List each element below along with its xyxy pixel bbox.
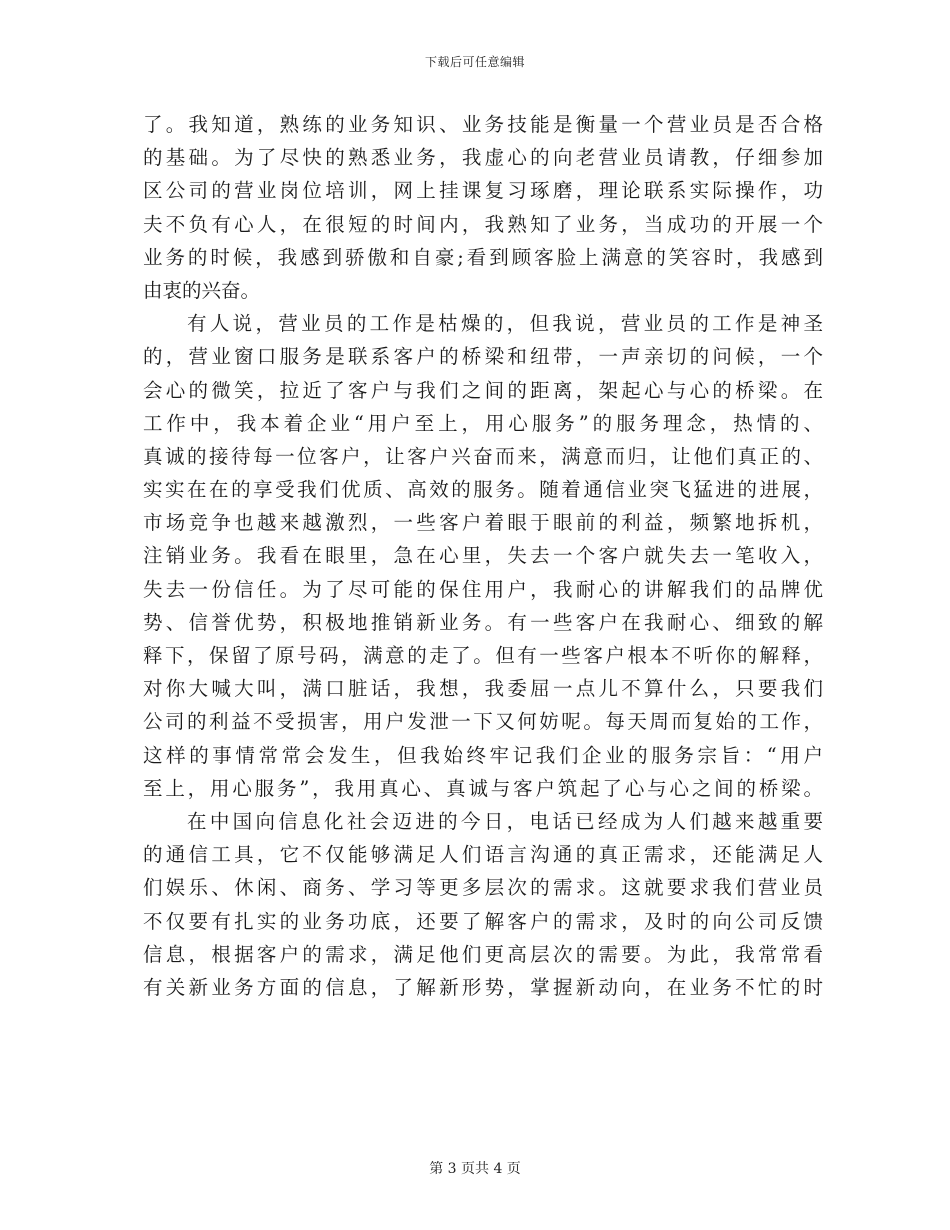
text-line: 信息，根据客户的需求，满足他们更高层次的需要。为此，我常常看 bbox=[143, 942, 823, 966]
text-line: 释下，保留了原号码，满意的走了。但有一些客户根本不听你的解释， bbox=[143, 644, 823, 667]
text-line: 业务的时候，我感到骄傲和自豪;看到顾客脸上满意的笑容时，我感到 bbox=[143, 245, 823, 269]
text-line: 在中国向信息化社会迈进的今日，电话已经成为人们越来越重要 bbox=[187, 809, 823, 833]
text-line: 势、信誉优势，积极地推销新业务。有一些客户在我耐心、细致的解 bbox=[143, 610, 823, 634]
text-line: 夫不负有心人，在很短的时间内，我熟知了业务，当成功的开展一个 bbox=[143, 212, 823, 236]
text-line: 至上，用心服务”，我用真心、真诚与客户筑起了心与心之间的桥梁。 bbox=[143, 776, 823, 800]
text-line: 失去一份信任。为了尽可能的保住用户，我耐心的讲解我们的品牌优 bbox=[143, 577, 823, 601]
text-line: 由衷的兴奋。 bbox=[143, 278, 261, 302]
text-line: 注销业务。我看在眼里，急在心里，失去一个客户就失去一笔收入， bbox=[143, 544, 823, 568]
text-line: 实实在在的享受我们优质、高效的服务。随着通信业突飞猛进的进展， bbox=[143, 478, 823, 502]
page-header: 下载后可任意编辑 bbox=[424, 55, 525, 69]
text-line: 了。我知道，熟练的业务知识、业务技能是衡量一个营业员是否合格 bbox=[143, 113, 823, 136]
text-line: 有人说，营业员的工作是枯燥的，但我说，营业员的工作是神圣 bbox=[187, 312, 823, 336]
body-text bbox=[143, 108, 823, 1004]
page-footer: 第 3 页共 4 页 bbox=[429, 1161, 521, 1177]
text-line: 市场竞争也越来越激烈，一些客户着眼于眼前的利益，频繁地拆机， bbox=[143, 511, 823, 535]
text-line: 对你大喊大叫，满口脏话，我想，我委屈一点儿不算什么，只要我们 bbox=[143, 677, 823, 701]
text-line: 这样的事情常常会发生，但我始终牢记我们企业的服务宗旨：“用户 bbox=[143, 743, 823, 767]
text-line: 工作中，我本着企业“用户至上，用心服务”的服务理念，热情的、 bbox=[143, 411, 823, 435]
text-line: 不仅要有扎实的业务功底，还要了解客户的需求，及时的向公司反馈 bbox=[143, 909, 823, 933]
paragraph bbox=[143, 108, 823, 307]
paragraph bbox=[143, 805, 823, 1004]
text-line: 公司的利益不受损害，用户发泄一下又何妨呢。每天周而复始的工作， bbox=[143, 710, 823, 734]
text-line: 有关新业务方面的信息，了解新形势，掌握新动向，在业务不忙的时 bbox=[143, 975, 823, 999]
text-line: 们娱乐、休闲、商务、学习等更多层次的需求。这就要求我们营业员 bbox=[143, 876, 823, 900]
text-line: 区公司的营业岗位培训，网上挂课复习琢磨，理论联系实际操作，功 bbox=[143, 179, 823, 203]
text-line: 真诚的接待每一位客户，让客户兴奋而来，满意而归，让他们真正的、 bbox=[143, 444, 823, 468]
text-line: 会心的微笑，拉近了客户与我们之间的距离，架起心与心的桥梁。在 bbox=[143, 378, 823, 402]
text-line: 的通信工具，它不仅能够满足人们语言沟通的真正需求，还能满足人 bbox=[143, 843, 823, 867]
text-line: 的，营业窗口服务是联系客户的桥梁和纽带，一声亲切的问候，一个 bbox=[143, 345, 823, 369]
paragraph bbox=[143, 307, 823, 805]
text-line: 的基础。为了尽快的熟悉业务，我虚心的向老营业员请教，仔细参加 bbox=[143, 146, 823, 170]
